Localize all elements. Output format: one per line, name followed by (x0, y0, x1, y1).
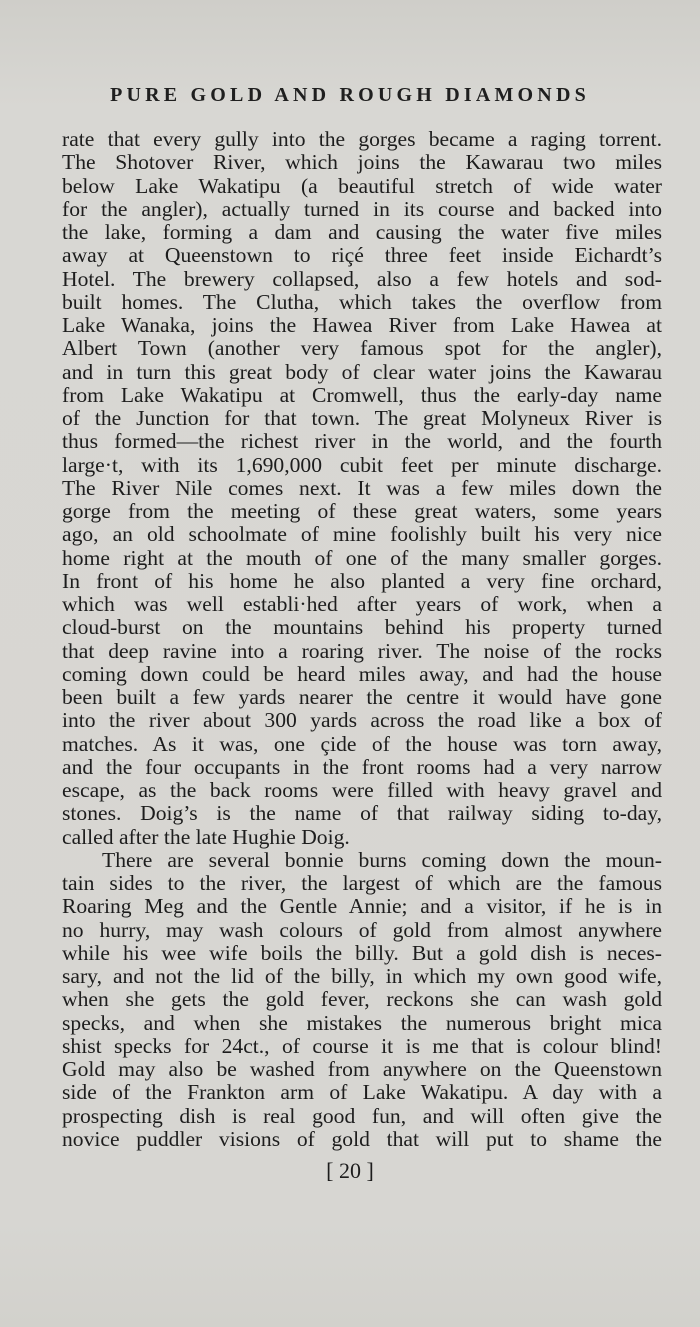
text-line: coming down could be heard miles away, and had the house (62, 661, 662, 686)
paragraph-1 (62, 128, 662, 849)
text-line: Albert Town (another very famous spot for the angler), (62, 336, 662, 361)
page-number: [ 20 ] (326, 1158, 374, 1183)
text-line: tain sides to the river, the largest of which are the famous (62, 871, 662, 895)
text-line: from Lake Wakatipu at Cromwell, thus the early-day name (62, 382, 662, 407)
text-line: no hurry, may wash colours of gold from almost anywhere (62, 917, 662, 942)
body-text (62, 128, 662, 1151)
text-line: been built a few yards nearer the centre it would have gone (62, 685, 662, 709)
text-line: shist specks for 24ct., of course it is me that is colour blind! (62, 1033, 662, 1058)
paragraph-2 (62, 849, 662, 1151)
text-line: Hotel. The brewery collapsed, also a few hotels and sod- (62, 266, 662, 291)
text-line: away at Queenstown to riçé three feet inside Eichardt’s (62, 243, 662, 268)
text-line: of the Junction for that town. The great Molyneux River is (62, 406, 662, 430)
text-line: Gold may also be washed from anywhere on the Queenstown (62, 1057, 662, 1081)
text-line: Roaring Meg and the Gentle Annie; and a visitor, if he is in (62, 894, 662, 919)
text-line: stones. Doig’s is the name of that railway siding to-day, (62, 801, 662, 826)
text-line: large·t, with its 1,690,000 cubit feet per minute discharge. (62, 452, 662, 477)
running-head: PURE GOLD AND ROUGH DIAMONDS (110, 84, 590, 106)
text-line: prospecting dish is real good fun, and will often give the (62, 1103, 662, 1128)
text-line: that deep ravine into a roaring river. The noise of the rocks (62, 638, 662, 663)
text-line: and in turn this great body of clear water joins the Kawarau (62, 359, 662, 384)
text-line: called after the late Hughie Doig. (62, 824, 350, 849)
text-line: In front of his home he also planted a very fine orchard, (62, 568, 662, 593)
text-line: the lake, forming a dam and causing the water five miles (62, 220, 662, 244)
text-line: while his wee wife boils the billy. But a gold dish is neces- (62, 940, 662, 965)
text-line: specks, and when she mistakes the numerous bright mica (62, 1010, 662, 1035)
text-line: below Lake Wakatipu (a beautiful stretch of wide water (62, 173, 662, 198)
text-line: matches. As it was, one çide of the house was torn away, (62, 731, 662, 756)
text-line: side of the Frankton arm of Lake Wakatipu. A day with a (62, 1080, 662, 1105)
text-line: when she gets the gold fever, reckons she can wash gold (62, 987, 662, 1012)
text-line: cloud-burst on the mountains behind his property turned (62, 615, 662, 640)
text-line: into the river about 300 yards across the road like a box of (62, 708, 662, 733)
text-line: built homes. The Clutha, which takes the overflow from (62, 289, 662, 314)
text-line: which was well establi·hed after years of work, when a (62, 592, 662, 616)
text-line: escape, as the back rooms were filled with heavy gravel and (62, 778, 662, 802)
text-line: novice puddler visions of gold that will put to shame the (62, 1126, 662, 1151)
text-line: Lake Wanaka, joins the Hawea River from Lake Hawea at (62, 313, 662, 337)
text-line: gorge from the meeting of these great waters, some years (62, 499, 662, 523)
text-line: and the four occupants in the front rooms had a very narrow (62, 754, 662, 779)
text-line: ago, an old schoolmate of mine foolishly built his very nice (62, 522, 662, 547)
text-line: sary, and not the lid of the billy, in which my own good wife, (62, 964, 662, 988)
text-line: The River Nile comes next. It was a few miles down the (62, 475, 662, 500)
text-line: There are several bonnie burns coming down the moun- (102, 847, 662, 872)
text-line: The Shotover River, which joins the Kawarau two miles (62, 150, 662, 175)
text-line: home right at the mouth of one of the many smaller gorges. (62, 545, 662, 570)
text-line: thus formed—the richest river in the world, and the fourth (62, 429, 662, 454)
text-line: for the angler), actually turned in its course and backed into (62, 196, 662, 221)
text-line: rate that every gully into the gorges became a raging torrent. (62, 127, 662, 151)
